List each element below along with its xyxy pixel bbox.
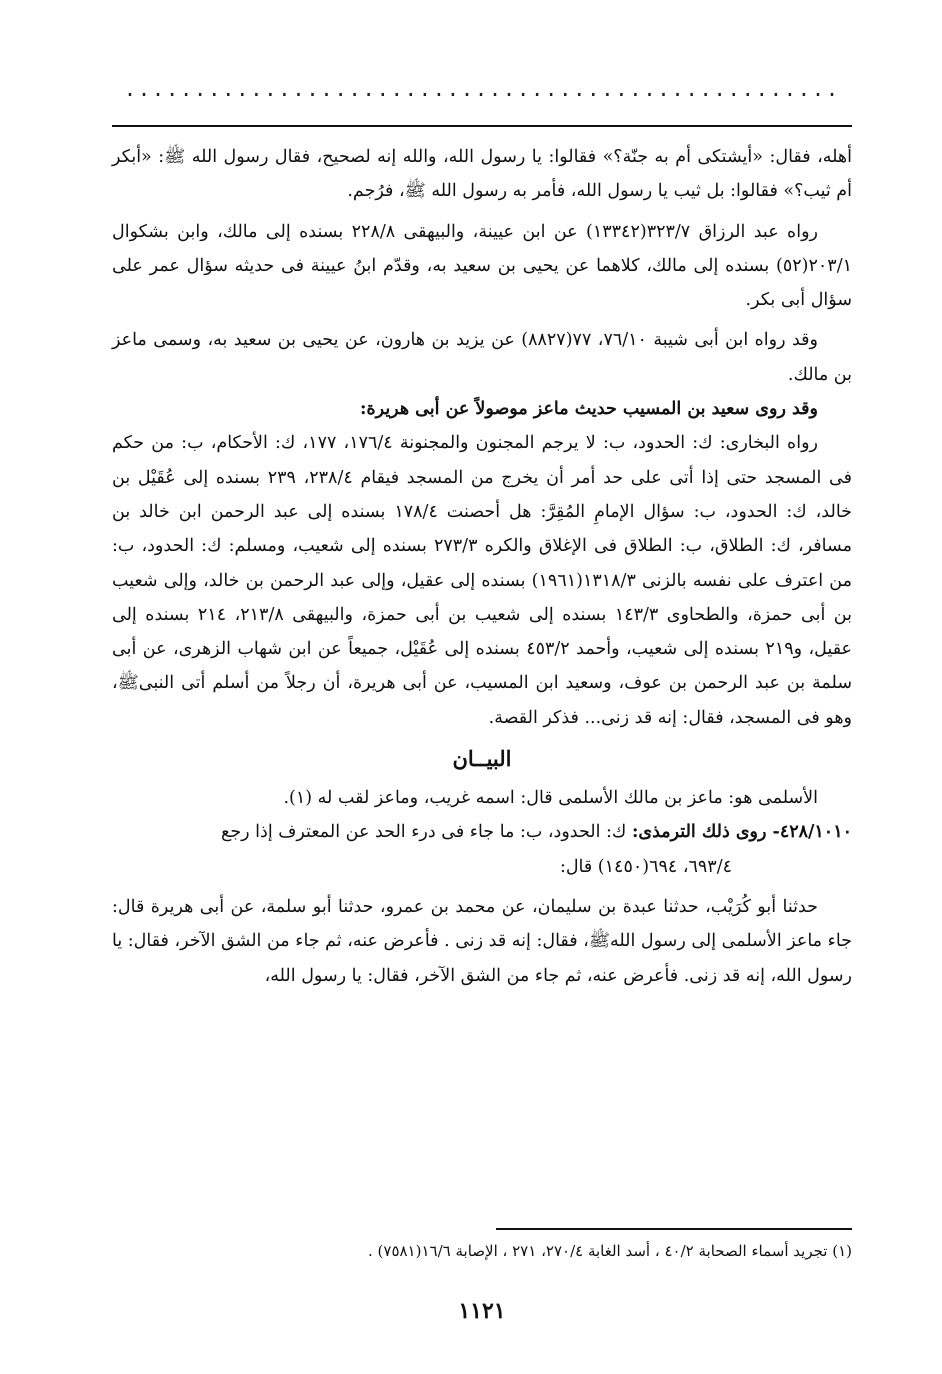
footnote-rule [496, 1228, 852, 1230]
hadith-source-line-1: ك: الحدود، ب: ما جاء فى درء الحد عن المعترف إذا رجع [221, 822, 627, 843]
paragraph-4: وقد روى سعيد بن المسيب حديث ماعز موصولاً عن أبى هريرة: [360, 399, 818, 420]
page-number: ١١٢١ [458, 1298, 506, 1324]
paragraph-3: وقد رواه ابن أبى شيبة ٧٦/١٠، ٧٧(٨٨٢٧) عن يزيد بن هارون، عن يحيى بن سعيد به، وسمى ماعز بن مالك. [112, 330, 852, 385]
hadith-header [112, 815, 852, 884]
paragraph-5: رواه البخارى: ك: الحدود، ب: لا يرجم المجنون والمجنونة ١٧٦/٤، ١٧٧، ك: الأحكام، ب: من حكم فى المسجد حتى إذا أتى على حد أمر أن يخرج من المسجد فيقام ٢٣٨/٤، ٢٣٩ بسنده إلى عُقَيْل بن خالد، ك: الحدود، ب: سؤال الإمامِ المُقِرَّ: هل أحصنت ١٧٨/٤ بسنده إلى عبد الرحمن ابن خالد بن مسافر، ك: الطلاق، ب: الطلاق فى الإغلاق والكره ٢٧٣/٣ بسنده إلى شعيب، ومسلم: ك: الحدود، ب: من اعترف على نفسه بالزنى ١٣١٨/٣(١٩٦١) بسنده إلى عقيل، وإلى عبد الرحمن بن خالد، وإلى شعيب بن أبى حمزة، والطحاوى ١٤٣/٣ بسنده إلى شعيب بن أبى حمزة، والبيهقى ٢١٣/٨، ٢١٤ بسنده إلى عقيل، و٢١٩ بسنده إلى شعيب، وأحمد ٤٥٣/٢ بسنده إلى عُقَيْل، جميعاً عن ابن شهاب الزهرى، عن أبى سلمة بن عبد الرحمن بن عوف، وسعيد ابن المسيب، عن أبى هريرة، أن رجلاً من أسلم أتى النبىﷺ، وهو فى المسجد، فقال: إنه قد زنى... فذكر القصة. [112, 433, 852, 728]
header-rule [112, 125, 852, 127]
book-page [112, 0, 852, 1374]
hadith-number: ٤٢٨/١٠١٠- روى ذلك الترمذى: [631, 822, 852, 843]
bayan-paragraph: الأسلمى هو: ماعز بن مالك الأسلمى قال: اسمه غريب، وماعز لقب له (١). [283, 788, 818, 809]
section-heading: البيــان [452, 746, 512, 772]
hadith-text: حدثنا أبو كُرَيْب، حدثنا عبدة بن سليمان، عن محمد بن عمرو، حدثنا أبو سلمة، عن أبى هريرة قال: جاء ماعز الأسلمى إلى رسول اللهﷺ، فقال: إنه قد زنى . فأعرض عنه، ثم جاء من الشق الآخر، فقال: يا رسول الله، إنه قد زنى. فأعرض عنه، ثم جاء من الشق الآخر، فقال: يا رسول الله، [111, 896, 852, 986]
hadith-source-line-2: ٦٩٣/٤، ٦٩٤(١٤٥٠) قال: [559, 856, 732, 877]
header-dotted-rule: ................................................... [123, 82, 841, 96]
paragraph-1: أهله، فقال: «أيشتكى أم به جنّة؟» فقالوا: يا رسول الله، والله إنه لصحيح، فقال رسول الله ﷺ: «أبكر أم ثيب؟» فقالوا: بل ثيب يا رسول الله، فأمر به رسول الله ﷺ، فرُجم. [112, 147, 852, 202]
page-body [112, 140, 852, 993]
footnote: (١) تجريد أسماء الصحابة ٤٠/٢ ، أسد الغابة ٢٧٠/٤، ٢٧١ ، الإصابة ١٦/٦(٧٥٨١) . [368, 1242, 852, 1260]
paragraph-2: رواه عبد الرزاق ٣٢٣/٧(١٣٣٤٢) عن ابن عيينة، والبيهقى ٢٢٨/٨ بسنده إلى مالك، وابن بشكوال ٢٠٣/١(٥٢) بسنده إلى مالك، كلاهما عن يحيى بن سعيد به، وقدّم ابنُ عيينة فى حديثه سؤال عمر على سؤال أبى بكر. [112, 221, 852, 311]
